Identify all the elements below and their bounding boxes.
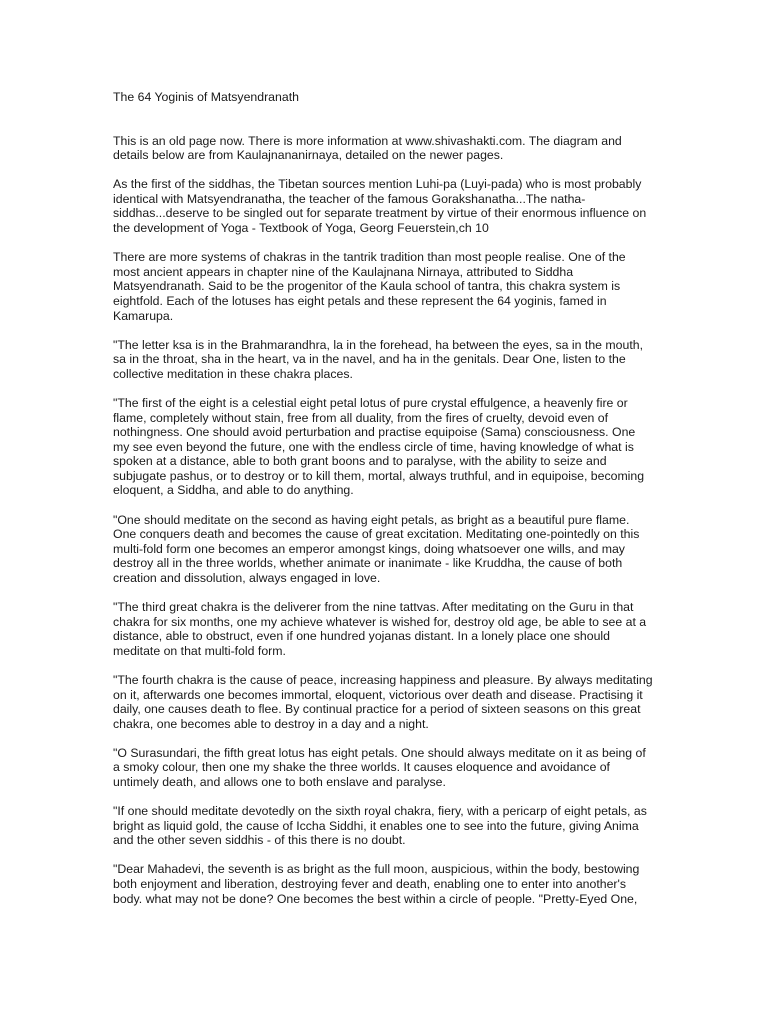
paragraph-sixth-chakra: "If one should meditate devotedly on the sixth royal chakra, fiery, with a pericarp of eight petals, as bright as liquid gold, the cause of Iccha Siddhi, it enables one to see into the future, giving Anima and the other seven siddhis - of this there is no doubt. bbox=[113, 804, 647, 848]
paragraph-first-chakra: "The first of the eight is a celestial eight petal lotus of pure crystal effulgence, a heavenly fire or flame, completely without stain, free from all duality, from the fires of cruelty, devoid even of nothingness. One should avoid perturbation and practise equipoise (Sama) consciousness. One my see even beyond the future, one with the endless circle of time, having knowledge of what is spoken at a distance, able to both grant boons and to paralyse, with the ability to seize and subjugate pashus, or to destroy or to kill them, mortal, always truthful, and in equipoise, becoming eloquent, a Siddha, and able to do anything. bbox=[113, 395, 645, 498]
paragraph-fifth-chakra: "O Surasundari, the fifth great lotus has eight petals. One should always meditate on it as being of a smoky colour, then one my shake the three worlds. It causes eloquence and avoidance of untimely death, and allows one to both enslave and paralyse. bbox=[113, 745, 646, 789]
paragraph-third-chakra: "The third great chakra is the deliverer from the nine tattvas. After meditating on the Guru in that chakra for six months, one my achieve whatever is wished for, destroy old age, be able to see at a distance, able to obstruct, even if one hundred yojanas distant. In a lonely place one should meditate on that multi-fold form. bbox=[113, 600, 647, 658]
paragraph-seventh-chakra: "Dear Mahadevi, the seventh is as bright as the full moon, auspicious, within the body, bestowing both enjoyment and liberation, destroying fever and death, enabling one to enter into another's body. what may not be done? One becomes the best within a circle of people. "Pretty-Eyed One, bbox=[113, 862, 640, 906]
paragraph-siddhas: As the first of the siddhas, the Tibetan sources mention Luhi-pa (Luyi-pada) who is most probably identical with Matsyendranatha, the teacher of the famous Gorakshanatha...The natha-siddhas...deserve to be singled out for separate treatment by virtue of their enormous influence on the development of Yoga - Textbook of Yoga, Georg Feuerstein,ch 10 bbox=[113, 177, 647, 236]
paragraph-fourth-chakra: "The fourth chakra is the cause of peace, increasing happiness and pleasure. By always meditating on it, afterwards one becomes immortal, eloquent, victorious over death and disease. Practising it daily, one causes death to flee. By continual practice for a period of sixteen seasons on this great chakra, one becomes able to destroy in a day and a night. bbox=[113, 672, 653, 731]
paragraph-chakra-systems: There are more systems of chakras in the tantrik tradition than most people realise. One of the most ancient appears in chapter nine of the Kaulajnana Nirnaya, attributed to Siddha Matsyendranath. Said to be the progenitor of the Kaula school of tantra, this chakra system is eightfold. Each of the lotuses has eight petals and these represent the 64 yoginis, famed in Kamarupa. bbox=[113, 250, 626, 323]
document-page bbox=[113, 90, 653, 921]
paragraph-second-chakra: "One should meditate on the second as having eight petals, as bright as a beautiful pure flame. One conquers death and becomes the cause of great excitation. Meditating one-pointedly on this multi-fold form one becomes an emperor amongst kings, doing whatsoever one wills, and may destroy all in the three worlds, whether animate or inanimate - like Kruddha, the cause of both creation and dissolution, always engaged in love. bbox=[113, 512, 640, 585]
document-title: The 64 Yoginis of Matsyendranath bbox=[113, 90, 299, 104]
paragraph-letters: "The letter ksa is in the Brahmarandhra, la in the forehead, ha between the eyes, sa in the mouth, sa in the throat, sha in the heart, va in the navel, and ha in the genitals. Dear One, listen to the collective meditation in these chakra places. bbox=[113, 337, 644, 381]
paragraph-intro: This is an old page now. There is more information at www.shivashakti.com. The diagram and details below are from Kaulajnananirnaya, detailed on the newer pages. bbox=[113, 133, 622, 163]
